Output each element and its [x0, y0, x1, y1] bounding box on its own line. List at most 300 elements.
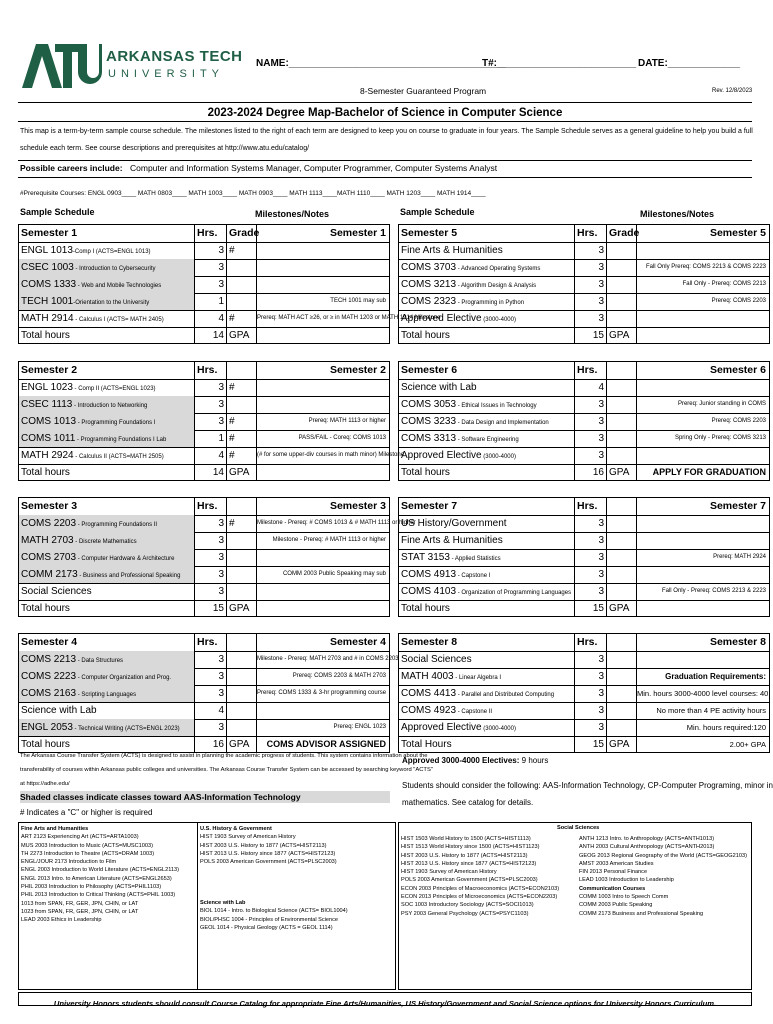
- hrs-heading: Hrs.: [195, 225, 227, 242]
- milestone-cell: Milestone - Prereq: # COMS 1013 & # MATH 1113 or higher: [257, 520, 416, 526]
- grade-cell[interactable]: [607, 651, 637, 668]
- grade-cell[interactable]: #: [227, 413, 257, 430]
- gened-list-item: COMM 2003 Public Speaking: [579, 902, 653, 909]
- gened-list-item: POLS 2003 American Government (ACTS=PLSC2003): [401, 877, 538, 884]
- course-row: [399, 379, 769, 397]
- grade-cell[interactable]: [607, 259, 637, 276]
- hours-cell: 3: [575, 242, 607, 259]
- course-cell: [19, 600, 195, 617]
- hours-cell: 15: [575, 327, 607, 344]
- grade-cell[interactable]: GPA: [227, 464, 257, 481]
- hours-cell: 3: [195, 651, 227, 668]
- gened-list-item: ENGL 2003 Introduction to World Literature (ACTS=ENGL2113): [21, 867, 179, 874]
- milestone-cell: [257, 259, 389, 276]
- grade-cell[interactable]: [227, 259, 257, 276]
- page-title: 2023-2024 Degree Map-Bachelor of Science in Computer Science: [207, 107, 563, 119]
- course-row: [19, 583, 389, 601]
- grade-cell[interactable]: [227, 532, 257, 549]
- course-row: [19, 413, 389, 431]
- milestone-cell: Milestone - Prereq: # MATH 1113 or higher: [272, 537, 386, 543]
- course-row: [399, 566, 769, 584]
- science-list: [200, 899, 348, 932]
- gened-list-item: HIST 2013 U.S. History since 1877 (ACTS=HIST2123): [401, 860, 537, 867]
- semester-table-5: [398, 224, 770, 344]
- hours-cell: 3: [195, 583, 227, 600]
- gened-list-item: ECON 2003 Principles of Macroeconomics (ACTS=ECON2103): [401, 885, 560, 892]
- course-description: - Programming Foundations II: [76, 522, 158, 528]
- course-cell: [399, 327, 575, 344]
- gened-list-item: 1013 from SPAN, FR, GER, JPN, CHIN, or LAT: [21, 900, 139, 907]
- grade-cell[interactable]: [607, 549, 637, 566]
- grade-cell[interactable]: [607, 566, 637, 583]
- course-cell: [19, 259, 195, 276]
- milestone-cell: Prereq: COMS 2203: [711, 298, 766, 304]
- course-description: - Algorithm Design & Analysis: [456, 283, 537, 289]
- course-row: [19, 549, 389, 567]
- milestone-heading: Semester 1: [329, 227, 386, 239]
- course-cell: [399, 413, 575, 430]
- gened-list-item: SOC 1003 Introductory Sociology (ACTS=SOCI1013): [401, 902, 534, 909]
- total-row: [19, 736, 389, 753]
- course-cell: [19, 276, 195, 293]
- honors-bar: [18, 992, 752, 1006]
- right-milestones-heading: Milestones/Notes: [640, 209, 715, 219]
- grade-cell[interactable]: GPA: [227, 327, 257, 344]
- course-description: - Applied Statistics: [449, 556, 501, 562]
- course-code: Social Sciences: [21, 586, 92, 597]
- semester-table-2: [18, 361, 405, 481]
- semester-name: Semester 2: [19, 362, 195, 379]
- gened-list-item: COMM 1003 Intro to Speech Comm: [579, 894, 669, 901]
- course-description: - Programming Foundations I: [76, 420, 156, 426]
- course-row: [19, 447, 405, 465]
- grade-cell[interactable]: [607, 396, 637, 413]
- milestone-cell: [637, 532, 769, 549]
- course-description: - Comp II (ACTS=ENGL 1023): [72, 386, 156, 392]
- course-row: [399, 276, 769, 294]
- course-cell: [19, 668, 195, 685]
- course-row: [399, 549, 769, 567]
- fine-arts-list: [21, 825, 179, 925]
- semester-table-4: [18, 633, 399, 753]
- hours-cell: 3: [575, 702, 607, 719]
- course-code: MATH 2914: [21, 313, 74, 324]
- milestone-cell: Prereq: MATH 2924: [713, 554, 766, 560]
- semester-table-7: [398, 497, 770, 617]
- course-description: - Technical Writing (ACTS=ENGL 2023): [72, 726, 180, 732]
- course-code: COMS 1011: [21, 433, 76, 444]
- course-cell: [19, 396, 195, 413]
- total-row: [399, 464, 769, 481]
- grade-cell[interactable]: [607, 310, 637, 327]
- grade-cell[interactable]: [607, 447, 637, 464]
- acts-line-3: at https://adhe.edu/: [20, 781, 70, 787]
- grade-cell[interactable]: [227, 719, 257, 736]
- hours-cell: 3: [575, 532, 607, 549]
- hours-cell: 3: [575, 685, 607, 702]
- grade-cell[interactable]: #: [227, 379, 257, 396]
- course-row: [399, 430, 769, 448]
- hours-cell: 3: [195, 379, 227, 396]
- course-cell: [19, 651, 195, 668]
- course-cell: [19, 719, 195, 736]
- milestone-cell: Fall Only Prereq: COMS 2213 & COMS 2223: [645, 264, 766, 270]
- careers-row: [18, 160, 752, 178]
- course-cell: [399, 668, 575, 685]
- course-code: US History/Government: [401, 518, 507, 529]
- careers-label: Possible careers include:: [20, 163, 123, 173]
- semester-table-3: [18, 497, 416, 617]
- semester-header-row: [399, 225, 769, 243]
- gened-list-item: FIN 2013 Personal Finance: [579, 869, 648, 876]
- grade-cell[interactable]: [227, 566, 257, 583]
- course-code: Total hours: [401, 603, 450, 614]
- gened-list-item: ANTH 2003 Cultural Anthropology (ACTS=ANTH2013): [579, 844, 715, 851]
- grade-heading: [607, 634, 637, 651]
- course-description: - Introduction to Networking: [72, 403, 148, 409]
- course-code: STAT 3153: [401, 552, 450, 563]
- grade-cell[interactable]: [607, 515, 637, 532]
- course-code: ENGL 2053: [21, 722, 73, 733]
- semester-table-8: [398, 633, 770, 753]
- course-description: - Calculus II (ACTS=MATH 2505): [73, 454, 164, 460]
- course-cell: [399, 396, 575, 413]
- date-field[interactable]: DATE:_____________: [638, 58, 741, 69]
- course-code: CSEC 1003: [21, 262, 74, 273]
- hours-cell: 4: [195, 702, 227, 719]
- grade-cell[interactable]: [607, 242, 637, 259]
- milestone-cell: [257, 276, 389, 293]
- revision-date: Rev. 12/8/2023: [712, 88, 753, 94]
- us-history-items: [200, 833, 337, 866]
- grade-heading: Grade: [607, 225, 637, 242]
- gened-list-item: Communication Courses: [579, 885, 646, 892]
- hrs-heading: Hrs.: [195, 498, 227, 515]
- left-sample-schedule-heading: Sample Schedule: [20, 207, 95, 217]
- semester-name: Semester 4: [19, 634, 195, 651]
- grade-heading: [227, 362, 257, 379]
- gened-list-item: HIST 1903 Survey of American History: [200, 834, 296, 841]
- hours-cell: 3: [195, 685, 227, 702]
- course-row: [19, 702, 389, 720]
- hours-cell: 4: [195, 447, 227, 464]
- hrs-heading: Hrs.: [195, 362, 227, 379]
- total-row: [399, 600, 769, 617]
- semester-name: Semester 7: [399, 498, 575, 515]
- course-code: Fine Arts & Humanities: [401, 535, 503, 546]
- name-field[interactable]: NAME:_______________________________________: [256, 58, 506, 69]
- grade-cell[interactable]: [227, 396, 257, 413]
- course-description: - Calculus I (ACTS= MATH 2405): [73, 317, 164, 323]
- hours-cell: 1: [195, 430, 227, 447]
- grade-cell[interactable]: [607, 293, 637, 310]
- hrs-heading: Hrs.: [575, 634, 607, 651]
- gened-list-item: ECON 2013 Principles of Microeconomics (ACTS=ECON2203): [401, 894, 558, 901]
- course-row: [19, 396, 389, 414]
- grade-cell[interactable]: #: [227, 242, 257, 259]
- total-row: [19, 327, 389, 344]
- course-cell: [399, 549, 575, 566]
- gened-list-item: BIOL/PHSC 1004 - Principles of Environmental Science: [200, 916, 339, 923]
- course-code: ENGL 1023: [21, 382, 73, 393]
- us-history-title: U.S. History & Government: [200, 826, 272, 832]
- course-cell: [399, 293, 575, 310]
- gened-list-item: GEOG 2013 Regional Geography of the World (ACTS=GEOG2103): [579, 852, 747, 859]
- grade-cell[interactable]: [607, 532, 637, 549]
- title-bar: [18, 102, 752, 122]
- gened-list-item: PHIL 2013 Introduction to Critical Thinking (ACTS=PHIL 1003): [21, 892, 176, 899]
- grade-cell[interactable]: GPA: [227, 600, 257, 617]
- milestone-cell: Prereq: ENGL 1023: [333, 724, 386, 730]
- milestone-cell: Min. hours 3000-4000 level courses: 40: [637, 689, 769, 698]
- milestone-cell: Fall Only - Prereq: COMS 2213 & 2223: [661, 588, 766, 594]
- milestone-cell: COMS ADVISOR ASSIGNED: [266, 739, 386, 749]
- milestone-cell: APPLY FOR GRADUATION: [652, 467, 766, 477]
- hours-cell: 14: [195, 464, 227, 481]
- course-code: Fine Arts & Humanities: [401, 245, 503, 256]
- gened-right-table: [398, 822, 752, 990]
- consider-line-2: mathematics. See catalog for details.: [402, 798, 534, 807]
- atu-logo: [22, 40, 243, 90]
- hours-cell: 1: [195, 293, 227, 310]
- hours-cell: 16: [575, 464, 607, 481]
- course-row: [19, 293, 389, 311]
- milestone-cell: TECH 1001 may sub: [330, 298, 386, 304]
- hours-cell: 3: [195, 396, 227, 413]
- semester-name: Semester 3: [19, 498, 195, 515]
- semester-header-row: [19, 634, 389, 652]
- acts-line-1: The Arkansas Course Transfer System (ACTS) is designed to assist in planning the academic progress of students. This system contains information about the: [20, 753, 428, 759]
- semester-header-row: [399, 634, 769, 652]
- milestone-cell: [637, 327, 769, 344]
- gened-list-item: HIST 1503 World History to 1500 (ACTS=HIST1113): [401, 836, 531, 842]
- grade-cell[interactable]: GPA: [607, 464, 637, 481]
- total-row: [19, 464, 389, 481]
- approved-electives: [402, 756, 548, 765]
- grade-cell[interactable]: GPA: [607, 600, 637, 617]
- milestone-cell: [637, 515, 769, 532]
- hours-cell: 3: [575, 430, 607, 447]
- grade-cell[interactable]: [607, 685, 637, 702]
- course-code: COMS 3233: [401, 416, 457, 427]
- hours-cell: 3: [195, 515, 227, 532]
- grade-cell[interactable]: [227, 685, 257, 702]
- course-cell: [399, 600, 575, 617]
- milestone-cell: [637, 310, 769, 327]
- grade-heading: [227, 634, 257, 651]
- course-cell: [399, 685, 575, 702]
- course-code: Science with Lab: [21, 705, 97, 716]
- course-row: [19, 379, 389, 397]
- program-label: 8-Semester Guaranteed Program: [360, 86, 487, 96]
- grade-cell[interactable]: [607, 430, 637, 447]
- milestone-cell: COMM 2003 Public Speaking may sub: [282, 571, 386, 577]
- grade-cell[interactable]: #: [227, 430, 257, 447]
- hours-cell: 3: [575, 293, 607, 310]
- hrs-heading: Hrs.: [575, 498, 607, 515]
- grade-cell[interactable]: [227, 651, 257, 668]
- milestone-cell: Prereq: MATH 1113 or higher: [308, 418, 386, 424]
- course-row: [19, 430, 389, 448]
- gened-list-item: HIST 2003 U.S. History to 1877 (ACTS=HIST2113): [200, 842, 327, 849]
- course-description: - Capstone I: [456, 573, 491, 579]
- course-row: [399, 413, 769, 431]
- course-cell: [399, 566, 575, 583]
- course-code: COMS 4103: [401, 586, 457, 597]
- gened-list-item: ENGL/JOUR 2173 Introduction to Film: [21, 859, 117, 866]
- grade-cell[interactable]: [607, 583, 637, 600]
- course-description: - Advanced Operating Systems: [456, 266, 541, 272]
- course-description: - Programming in Python: [456, 300, 525, 306]
- approved-electives-value: 9 hours: [521, 756, 549, 765]
- grade-heading: Grade: [227, 225, 257, 242]
- hours-cell: 3: [195, 532, 227, 549]
- milestone-heading: Semester 5: [709, 227, 766, 239]
- course-cell: [19, 327, 195, 344]
- course-cell: [399, 515, 575, 532]
- hours-cell: 4: [195, 310, 227, 327]
- course-cell: [399, 310, 575, 327]
- intro-line-2: schedule each term. See course descriptions and prerequisites at http://www.atu.edu/catalog/: [20, 145, 310, 152]
- course-cell: [399, 736, 575, 753]
- grade-cell[interactable]: GPA: [227, 736, 257, 753]
- course-cell: [399, 276, 575, 293]
- grade-cell[interactable]: [227, 549, 257, 566]
- course-description: - Capstone II: [456, 709, 493, 715]
- course-row: [19, 532, 389, 550]
- milestone-cell: (# for some upper-div courses in math minor) Milestone: [257, 452, 405, 458]
- milestone-cell: Graduation Requirements:: [665, 672, 766, 681]
- grade-cell[interactable]: #: [227, 515, 257, 532]
- t-number-field[interactable]: T#:_________________________: [482, 58, 637, 69]
- course-code: COMM 2173: [21, 569, 78, 580]
- grade-cell[interactable]: [227, 668, 257, 685]
- course-row: [399, 583, 769, 601]
- gened-list-item: LEAD 1003 Introduction to Leadership: [579, 877, 674, 884]
- grade-cell[interactable]: [227, 276, 257, 293]
- grade-heading: [607, 498, 637, 515]
- course-row: [19, 259, 389, 277]
- milestone-cell: Spring Only - Prereq: COMS 3213: [674, 435, 766, 441]
- hours-cell: 3: [195, 566, 227, 583]
- course-cell: [399, 583, 575, 600]
- course-cell: [19, 549, 195, 566]
- grade-cell[interactable]: [227, 702, 257, 719]
- hours-cell: 16: [195, 736, 227, 753]
- gened-list-item: ANTH 1213 Intro. to Anthropology (ACTS=ANTH1013): [579, 836, 715, 842]
- grade-cell[interactable]: [607, 413, 637, 430]
- hours-cell: 15: [575, 736, 607, 753]
- consider-line-1: Students should consider the following: AAS-Information Technology, CP-Computer Programing, minor in: [402, 781, 773, 790]
- course-cell: [19, 532, 195, 549]
- course-code: COMS 3313: [401, 433, 457, 444]
- hours-cell: 3: [575, 549, 607, 566]
- grade-cell[interactable]: #: [227, 310, 257, 327]
- course-code: Approved Elective: [401, 450, 482, 461]
- course-cell: [19, 379, 195, 396]
- course-cell: [399, 702, 575, 719]
- course-cell: [19, 242, 195, 259]
- gened-list-item: ART 2123 Experiencing Art (ACTS=ARTA1003): [21, 834, 139, 841]
- milestone-heading: Semester 7: [709, 500, 766, 512]
- logo-text-university: UNIVERSITY: [108, 68, 225, 80]
- milestone-cell: Min. hours required:120: [686, 723, 766, 732]
- course-cell: [399, 379, 575, 396]
- gened-list-item: 1023 from SPAN, FR, GER, JPN, CHIN, or LAT: [21, 908, 139, 915]
- course-description: (3000-4000): [481, 317, 516, 323]
- course-row: [399, 310, 769, 328]
- grade-cell[interactable]: [607, 668, 637, 685]
- milestone-cell: [637, 566, 769, 583]
- grade-cell[interactable]: [607, 379, 637, 396]
- course-description: -Comp I (ACTS=ENGL 1013): [72, 249, 151, 255]
- grade-cell[interactable]: [227, 583, 257, 600]
- course-description: - Computer Organization and Prog.: [76, 675, 172, 681]
- grade-cell[interactable]: [227, 293, 257, 310]
- hours-cell: 3: [575, 259, 607, 276]
- hours-cell: 3: [575, 719, 607, 736]
- grade-cell[interactable]: [607, 719, 637, 736]
- course-cell: [399, 719, 575, 736]
- hours-cell: 3: [195, 549, 227, 566]
- grade-cell[interactable]: [607, 702, 637, 719]
- total-row: [19, 600, 389, 617]
- course-code: COMS 3703: [401, 262, 457, 273]
- semester-header-row: [19, 498, 389, 516]
- social-sciences-left: [401, 835, 559, 918]
- course-description: - Data Design and Implementation: [456, 420, 549, 426]
- grade-cell[interactable]: GPA: [607, 736, 637, 753]
- course-row: [399, 515, 769, 533]
- semester-header-row: [399, 498, 769, 516]
- course-code: Total hours: [401, 330, 450, 341]
- hours-cell: 3: [575, 566, 607, 583]
- grade-cell[interactable]: GPA: [607, 327, 637, 344]
- course-code: COMS 3213: [401, 279, 457, 290]
- milestone-cell: [637, 651, 769, 668]
- milestone-cell: [257, 600, 389, 617]
- acts-line-2: transferability of courses within Arkansas public colleges and universities. The Arkansas Course Transfer System can be accessed by searching keyword "ACTS": [20, 767, 433, 773]
- course-row: [399, 242, 769, 260]
- course-code: COMS 1013: [21, 416, 77, 427]
- hours-cell: 3: [195, 242, 227, 259]
- hrs-heading: Hrs.: [575, 225, 607, 242]
- course-row: [399, 532, 769, 550]
- course-code: COMS 2323: [401, 296, 457, 307]
- milestone-cell: [637, 242, 769, 259]
- careers-text: Computer and Information Systems Manager, Computer Programmer, Computer Systems Analyst: [130, 163, 498, 173]
- gened-left-table: [18, 822, 396, 990]
- course-description: - Parallel and Distributed Computing: [456, 692, 555, 698]
- total-row: [399, 327, 769, 344]
- course-row: [19, 276, 389, 294]
- grade-cell[interactable]: [607, 276, 637, 293]
- course-cell: [19, 702, 195, 719]
- course-code: COMS 2163: [21, 688, 77, 699]
- course-description: - Linear Algebra I: [453, 675, 501, 681]
- grade-cell[interactable]: #: [227, 447, 257, 464]
- gened-list-item: MUS 2003 Introduction to Music (ACTS=MUSC1003): [21, 842, 153, 849]
- left-milestones-heading: Milestones/Notes: [255, 209, 330, 219]
- hours-cell: 3: [195, 259, 227, 276]
- semester-name: Semester 8: [399, 634, 575, 651]
- hours-cell: 3: [575, 668, 607, 685]
- hours-cell: 3: [575, 396, 607, 413]
- course-description: (3000-4000): [481, 726, 516, 732]
- semester-table-6: [398, 361, 770, 481]
- gened-list-item: BIOL 1014 - Intro. to Biological Science (ACTS= BIOL1004): [200, 908, 348, 915]
- milestone-cell: [257, 583, 389, 600]
